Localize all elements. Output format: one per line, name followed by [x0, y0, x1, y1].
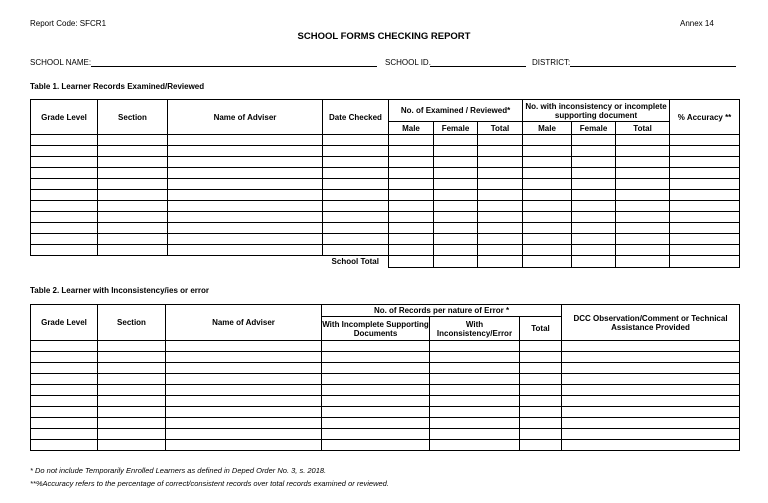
t2-inconsistency-header: With Inconsistency/Error	[430, 317, 520, 341]
table-cell[interactable]	[323, 245, 389, 256]
t2-section-header: Section	[98, 305, 166, 341]
table-cell[interactable]	[389, 146, 434, 157]
table-cell[interactable]	[434, 234, 478, 245]
table-row	[31, 429, 740, 440]
table-cell[interactable]	[323, 157, 389, 168]
table-cell[interactable]	[478, 146, 523, 157]
table-cell[interactable]	[434, 168, 478, 179]
table-cell[interactable]	[520, 440, 562, 451]
table1	[30, 99, 740, 268]
table-cell[interactable]	[389, 234, 434, 245]
table-cell[interactable]	[434, 190, 478, 201]
table-cell[interactable]	[322, 429, 430, 440]
table-cell[interactable]	[616, 201, 670, 212]
table-cell[interactable]	[562, 385, 740, 396]
table-cell[interactable]	[389, 190, 434, 201]
table-cell[interactable]	[430, 429, 520, 440]
table-cell[interactable]	[389, 179, 434, 190]
table-cell[interactable]	[523, 179, 572, 190]
table-cell[interactable]	[523, 212, 572, 223]
table-row	[31, 440, 740, 451]
table-cell[interactable]	[31, 429, 98, 440]
table-cell[interactable]	[478, 157, 523, 168]
table-cell[interactable]	[562, 352, 740, 363]
table-cell[interactable]	[31, 341, 98, 352]
table-cell[interactable]	[523, 245, 572, 256]
table-cell[interactable]	[168, 245, 323, 256]
table-cell[interactable]	[670, 190, 740, 201]
school-name-label: SCHOOL NAME:	[30, 58, 92, 67]
table-cell[interactable]	[572, 245, 616, 256]
table-cell[interactable]	[98, 407, 166, 418]
table-cell[interactable]	[166, 440, 322, 451]
t1-adviser-header: Name of Adviser	[168, 100, 323, 135]
table-cell[interactable]	[478, 168, 523, 179]
table-cell[interactable]	[670, 245, 740, 256]
table-cell[interactable]	[616, 212, 670, 223]
table-cell[interactable]	[572, 212, 616, 223]
table-cell[interactable]	[166, 385, 322, 396]
table-cell[interactable]	[98, 374, 166, 385]
table-cell[interactable]	[31, 385, 98, 396]
table-cell[interactable]	[168, 146, 323, 157]
table-cell[interactable]	[670, 168, 740, 179]
table-cell[interactable]	[430, 341, 520, 352]
table-row	[31, 179, 740, 190]
table-cell[interactable]	[520, 418, 562, 429]
table-cell[interactable]	[616, 245, 670, 256]
total-cell[interactable]	[478, 256, 523, 268]
table-cell[interactable]	[572, 157, 616, 168]
table-cell[interactable]	[98, 341, 166, 352]
table-cell[interactable]	[31, 245, 98, 256]
table-cell[interactable]	[166, 363, 322, 374]
table-cell[interactable]	[572, 223, 616, 234]
table-cell[interactable]	[323, 168, 389, 179]
table-row	[31, 374, 740, 385]
t1-inconsistency-header: No. with inconsistency or incomplete supporting document	[523, 100, 670, 122]
table-cell[interactable]	[430, 374, 520, 385]
table-cell[interactable]	[31, 190, 98, 201]
table-cell[interactable]	[478, 245, 523, 256]
table-cell[interactable]	[520, 429, 562, 440]
t2-total-header: Total	[520, 317, 562, 341]
table2-caption: Table 2. Learner with Inconsistency/ies or error	[30, 286, 210, 295]
table-cell[interactable]	[478, 223, 523, 234]
table-cell[interactable]	[31, 135, 98, 146]
table-cell[interactable]	[520, 396, 562, 407]
table-cell[interactable]	[572, 146, 616, 157]
t1-examined-header: No. of Examined / Reviewed*	[389, 100, 523, 122]
school-total-label: School Total	[323, 256, 389, 268]
footnote-2: **%Accuracy refers to the percentage of correct/consistent records over total records examined or reviewed.	[30, 479, 389, 488]
table-cell[interactable]	[323, 146, 389, 157]
table-cell[interactable]	[562, 341, 740, 352]
table-cell[interactable]	[98, 245, 168, 256]
table-cell[interactable]	[168, 135, 323, 146]
table-cell[interactable]	[478, 190, 523, 201]
table-cell[interactable]	[430, 352, 520, 363]
table-cell[interactable]	[323, 223, 389, 234]
table-row	[31, 363, 740, 374]
total-cell[interactable]	[434, 256, 478, 268]
table-row	[31, 135, 740, 146]
table-cell[interactable]	[322, 341, 430, 352]
table-cell[interactable]	[322, 407, 430, 418]
table-row	[31, 245, 740, 256]
table-cell[interactable]	[523, 190, 572, 201]
t1-male-header: Male	[389, 122, 434, 135]
table-cell[interactable]	[98, 440, 166, 451]
table-cell[interactable]	[616, 168, 670, 179]
table-cell[interactable]	[98, 146, 168, 157]
table-row	[31, 190, 740, 201]
table-cell[interactable]	[98, 385, 166, 396]
table-cell[interactable]	[322, 352, 430, 363]
table-cell[interactable]	[31, 223, 98, 234]
table-cell[interactable]	[98, 201, 168, 212]
table-cell[interactable]	[98, 418, 166, 429]
table-cell[interactable]	[166, 407, 322, 418]
table-cell[interactable]	[616, 190, 670, 201]
table-cell[interactable]	[434, 223, 478, 234]
table-cell[interactable]	[31, 363, 98, 374]
table-cell[interactable]	[523, 135, 572, 146]
table-cell[interactable]	[616, 157, 670, 168]
table-row	[31, 407, 740, 418]
table-cell[interactable]	[572, 234, 616, 245]
table-cell[interactable]	[31, 374, 98, 385]
table-cell[interactable]	[98, 135, 168, 146]
table-cell[interactable]	[166, 396, 322, 407]
table-cell[interactable]	[478, 179, 523, 190]
table-cell[interactable]	[520, 341, 562, 352]
table-row	[31, 201, 740, 212]
table-cell[interactable]	[478, 135, 523, 146]
table-cell[interactable]	[323, 201, 389, 212]
table-cell[interactable]	[523, 146, 572, 157]
table2	[30, 304, 740, 451]
table-cell[interactable]	[430, 418, 520, 429]
t1-female-header: Female	[434, 122, 478, 135]
table-cell[interactable]	[323, 190, 389, 201]
table-cell[interactable]	[389, 245, 434, 256]
table-cell[interactable]	[434, 157, 478, 168]
annex-label: Annex 14	[680, 19, 714, 28]
table-cell[interactable]	[670, 135, 740, 146]
table-cell[interactable]	[434, 245, 478, 256]
table-cell[interactable]	[523, 234, 572, 245]
table-cell[interactable]	[31, 396, 98, 407]
table-cell[interactable]	[166, 418, 322, 429]
table-cell[interactable]	[478, 201, 523, 212]
table-cell[interactable]	[98, 223, 168, 234]
t1-section-header: Section	[98, 100, 168, 135]
table-cell[interactable]	[389, 201, 434, 212]
table-cell[interactable]	[520, 385, 562, 396]
table-cell[interactable]	[98, 212, 168, 223]
table-cell[interactable]	[98, 396, 166, 407]
t1-total-header: Total	[478, 122, 523, 135]
table-cell[interactable]	[520, 407, 562, 418]
table-cell[interactable]	[572, 168, 616, 179]
table-cell[interactable]	[670, 146, 740, 157]
t1-total-header-2: Total	[616, 122, 670, 135]
total-cell[interactable]	[572, 256, 616, 268]
table-cell[interactable]	[31, 212, 98, 223]
table-cell[interactable]	[31, 146, 98, 157]
table-cell[interactable]	[562, 407, 740, 418]
table-cell[interactable]	[389, 135, 434, 146]
table-cell[interactable]	[572, 179, 616, 190]
table-cell[interactable]	[616, 179, 670, 190]
table-cell[interactable]	[562, 440, 740, 451]
table-cell[interactable]	[323, 212, 389, 223]
total-cell[interactable]	[616, 256, 670, 268]
table-row	[31, 168, 740, 179]
table-cell[interactable]	[31, 352, 98, 363]
table-cell[interactable]	[322, 440, 430, 451]
table-cell[interactable]	[430, 396, 520, 407]
table-cell[interactable]	[322, 418, 430, 429]
table-cell[interactable]	[670, 179, 740, 190]
table-cell[interactable]	[166, 341, 322, 352]
table-cell[interactable]	[670, 223, 740, 234]
t2-grade-level-header: Grade Level	[31, 305, 98, 341]
table-cell[interactable]	[562, 429, 740, 440]
table-cell[interactable]	[168, 223, 323, 234]
table-row	[31, 396, 740, 407]
table-cell[interactable]	[430, 440, 520, 451]
table-row	[31, 385, 740, 396]
table-cell[interactable]	[434, 146, 478, 157]
table-cell[interactable]	[31, 407, 98, 418]
table-cell[interactable]	[430, 407, 520, 418]
total-cell[interactable]	[670, 256, 740, 268]
table-cell[interactable]	[168, 179, 323, 190]
total-cell[interactable]	[523, 256, 572, 268]
table-cell[interactable]	[572, 201, 616, 212]
t1-grade-level-header: Grade Level	[31, 100, 98, 135]
table-cell[interactable]	[31, 234, 98, 245]
table-cell[interactable]	[98, 157, 168, 168]
table-cell[interactable]	[31, 440, 98, 451]
t1-date-checked-header: Date Checked	[323, 100, 389, 135]
table-cell[interactable]	[98, 429, 166, 440]
t1-female-header-2: Female	[572, 122, 616, 135]
table-cell[interactable]	[562, 363, 740, 374]
table-cell[interactable]	[616, 135, 670, 146]
table-cell[interactable]	[520, 374, 562, 385]
table-cell[interactable]	[520, 352, 562, 363]
table-cell[interactable]	[168, 190, 323, 201]
table-cell[interactable]	[168, 234, 323, 245]
table-cell[interactable]	[478, 212, 523, 223]
table-cell[interactable]	[31, 179, 98, 190]
table-cell[interactable]	[572, 135, 616, 146]
table-cell[interactable]	[670, 157, 740, 168]
table-cell[interactable]	[670, 201, 740, 212]
table-cell[interactable]	[31, 157, 98, 168]
t2-incomplete-docs-header: With Incomplete Supporting Documents	[322, 317, 430, 341]
table-cell[interactable]	[562, 396, 740, 407]
footnote-1: * Do not include Temporarily Enrolled Learners as defined in Deped Order No. 3, s. 2018.	[30, 466, 327, 475]
table-cell[interactable]	[168, 201, 323, 212]
table-cell[interactable]	[616, 223, 670, 234]
table-row	[31, 341, 740, 352]
table-cell[interactable]	[389, 168, 434, 179]
table-cell[interactable]	[98, 168, 168, 179]
table-row	[31, 146, 740, 157]
table-cell[interactable]	[166, 374, 322, 385]
school-name-line[interactable]	[91, 66, 377, 67]
table-cell[interactable]	[323, 234, 389, 245]
table-cell[interactable]	[430, 363, 520, 374]
table-cell[interactable]	[670, 234, 740, 245]
table-cell[interactable]	[430, 385, 520, 396]
table-cell[interactable]	[31, 168, 98, 179]
table-cell[interactable]	[562, 374, 740, 385]
table-row	[31, 223, 740, 234]
t1-male-header-2: Male	[523, 122, 572, 135]
t1-accuracy-header: % Accuracy **	[670, 100, 740, 135]
table-cell[interactable]	[434, 212, 478, 223]
table-cell[interactable]	[31, 201, 98, 212]
table-cell[interactable]	[434, 201, 478, 212]
table-cell[interactable]	[523, 223, 572, 234]
table-cell[interactable]	[520, 363, 562, 374]
table-cell[interactable]	[166, 352, 322, 363]
table-cell[interactable]	[572, 190, 616, 201]
page-title: SCHOOL FORMS CHECKING REPORT	[297, 31, 471, 42]
school-id-label: SCHOOL ID.	[385, 58, 431, 67]
table-cell[interactable]	[562, 418, 740, 429]
table-cell[interactable]	[168, 157, 323, 168]
table-cell[interactable]	[389, 212, 434, 223]
table-cell[interactable]	[168, 168, 323, 179]
t2-dcc-header: DCC Observation/Comment or Technical Assistance Provided	[562, 305, 740, 341]
report-code: Report Code: SFCR1	[30, 19, 107, 28]
school-id-line[interactable]	[430, 66, 526, 67]
table-cell[interactable]	[323, 135, 389, 146]
table-cell[interactable]	[478, 234, 523, 245]
table-row	[31, 212, 740, 223]
table-cell[interactable]	[434, 179, 478, 190]
table-cell[interactable]	[322, 396, 430, 407]
table-cell[interactable]	[389, 223, 434, 234]
table-cell[interactable]	[322, 363, 430, 374]
table-cell[interactable]	[98, 234, 168, 245]
total-cell[interactable]	[389, 256, 434, 268]
table-row	[31, 418, 740, 429]
table-cell[interactable]	[670, 212, 740, 223]
table-cell[interactable]	[434, 135, 478, 146]
t2-adviser-header: Name of Adviser	[166, 305, 322, 341]
table-cell[interactable]	[616, 234, 670, 245]
table-row	[31, 234, 740, 245]
table-cell[interactable]	[98, 190, 168, 201]
table-cell[interactable]	[616, 146, 670, 157]
table-cell[interactable]	[323, 179, 389, 190]
table-cell[interactable]	[98, 179, 168, 190]
table-cell[interactable]	[98, 352, 166, 363]
table-cell[interactable]	[523, 168, 572, 179]
district-line[interactable]	[570, 66, 736, 67]
table-cell[interactable]	[98, 363, 166, 374]
table-cell[interactable]	[322, 374, 430, 385]
table-cell[interactable]	[389, 157, 434, 168]
t2-records-per-error-header: No. of Records per nature of Error *	[322, 305, 562, 317]
table-cell[interactable]	[166, 429, 322, 440]
table-cell[interactable]	[322, 385, 430, 396]
table-cell[interactable]	[168, 212, 323, 223]
district-label: DISTRICT:	[532, 58, 571, 67]
table-cell[interactable]	[31, 418, 98, 429]
table-cell[interactable]	[523, 201, 572, 212]
table-row	[31, 352, 740, 363]
table-row	[31, 157, 740, 168]
table-cell[interactable]	[523, 157, 572, 168]
table1-caption: Table 1. Learner Records Examined/Reviewed	[30, 82, 205, 91]
